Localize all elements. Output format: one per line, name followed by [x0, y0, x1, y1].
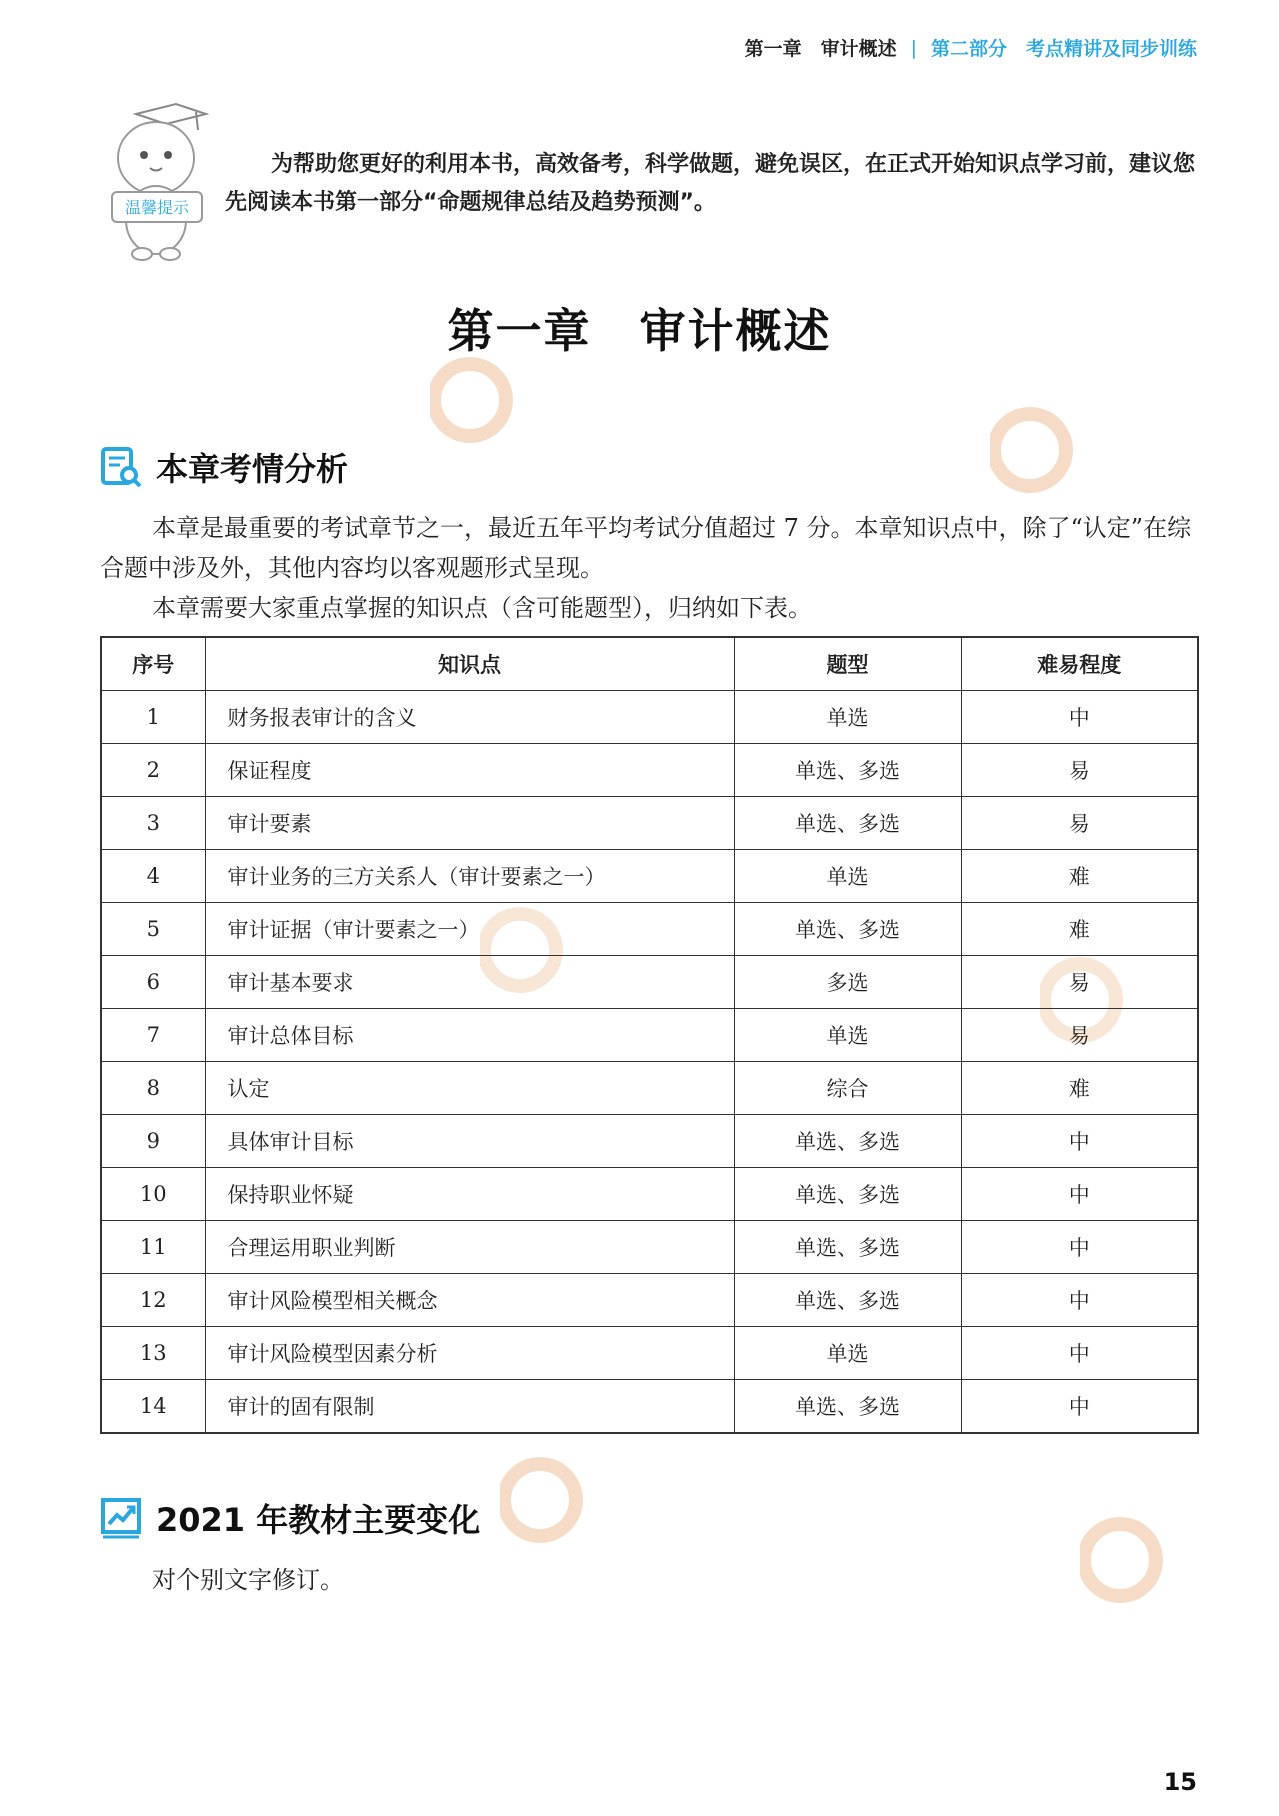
cell-index: 2: [101, 744, 205, 797]
table-row: [101, 797, 1198, 850]
cell-index: 4: [101, 850, 205, 903]
cell-difficulty: 中: [961, 1380, 1198, 1434]
watermark: [990, 380, 1150, 504]
table-row: [101, 1327, 1198, 1380]
cell-index: 8: [101, 1062, 205, 1115]
cell-difficulty: 易: [961, 744, 1198, 797]
cell-difficulty: 中: [961, 691, 1198, 744]
cell-difficulty: 中: [961, 1168, 1198, 1221]
section-title: 本章考情分析: [156, 450, 349, 488]
cell-type: 单选、多选: [734, 744, 961, 797]
cell-index: 3: [101, 797, 205, 850]
watermark: [500, 1430, 660, 1554]
cell-topic: 审计要素: [205, 797, 734, 850]
cell-difficulty: 难: [961, 1062, 1198, 1115]
section-title: 2021 年教材主要变化: [156, 1501, 481, 1539]
section-heading-changes: [100, 1495, 480, 1541]
table-row: [101, 1062, 1198, 1115]
tip-text: 为帮助您更好的利用本书，高效备考，科学做题，避免误区，在正式开始知识点学习前，建议您先阅读本书第一部分“命题规律总结及趋势预测”。: [225, 152, 1196, 215]
cell-difficulty: 难: [961, 903, 1198, 956]
knowledge-points-table: [100, 636, 1199, 1434]
document-search-icon: [100, 446, 142, 488]
cell-topic: 审计总体目标: [205, 1009, 734, 1062]
cell-index: 1: [101, 691, 205, 744]
cell-type: 单选、多选: [734, 1115, 961, 1168]
cell-difficulty: 易: [961, 956, 1198, 1009]
cell-topic: 保证程度: [205, 744, 734, 797]
cell-type: 单选: [734, 1009, 961, 1062]
cell-topic: 保持职业怀疑: [205, 1168, 734, 1221]
header-cell: 题型: [734, 637, 961, 691]
cell-index: 7: [101, 1009, 205, 1062]
cell-type: 单选、多选: [734, 1380, 961, 1434]
cell-type: 综合: [734, 1062, 961, 1115]
cell-index: 12: [101, 1274, 205, 1327]
table-intro-paragraph: 本章需要大家重点掌握的知识点（含可能题型），归纳如下表。: [152, 594, 812, 622]
table-row: [101, 1168, 1198, 1221]
cell-index: 14: [101, 1380, 205, 1434]
cell-difficulty: 难: [961, 850, 1198, 903]
cell-difficulty: 中: [961, 1221, 1198, 1274]
cell-type: 多选: [734, 956, 961, 1009]
cell-topic: 合理运用职业判断: [205, 1221, 734, 1274]
cell-index: 9: [101, 1115, 205, 1168]
header-cell: 序号: [101, 637, 205, 691]
cell-index: 13: [101, 1327, 205, 1380]
running-header: [745, 34, 1197, 61]
table-row: [101, 1221, 1198, 1274]
cell-type: 单选: [734, 850, 961, 903]
cell-topic: 财务报表审计的含义: [205, 691, 734, 744]
cell-topic: 认定: [205, 1062, 734, 1115]
cell-topic: 审计风险模型相关概念: [205, 1274, 734, 1327]
cell-topic: 审计证据（审计要素之一）: [205, 903, 734, 956]
cell-difficulty: 中: [961, 1274, 1198, 1327]
header-chapter: 第一章 审计概述: [744, 38, 897, 60]
cell-topic: 具体审计目标: [205, 1115, 734, 1168]
table-row: [101, 903, 1198, 956]
section-heading-analysis: [100, 444, 348, 490]
cell-index: 5: [101, 903, 205, 956]
mascot-illustration: [104, 100, 214, 265]
cell-type: 单选: [734, 1327, 961, 1380]
cell-index: 6: [101, 956, 205, 1009]
tip-badge: 温馨提示: [124, 198, 190, 217]
table-row: [101, 1009, 1198, 1062]
cell-difficulty: 易: [961, 797, 1198, 850]
table-row: [101, 691, 1198, 744]
table-row: [101, 850, 1198, 903]
table-row: [101, 1380, 1198, 1434]
cell-topic: 审计的固有限制: [205, 1380, 734, 1434]
cell-difficulty: 中: [961, 1115, 1198, 1168]
table-row: [101, 1274, 1198, 1327]
cell-type: 单选、多选: [734, 1168, 961, 1221]
header-separator: |: [910, 36, 917, 59]
cell-type: 单选: [734, 691, 961, 744]
cell-type: 单选、多选: [734, 903, 961, 956]
header-cell: 难易程度: [961, 637, 1198, 691]
changes-paragraph: 对个别文字修订。: [152, 1566, 344, 1594]
table-row: [101, 1115, 1198, 1168]
cell-topic: 审计基本要求: [205, 956, 734, 1009]
header-cell: 知识点: [205, 637, 734, 691]
trend-chart-icon: [100, 1497, 142, 1539]
table-row: [101, 744, 1198, 797]
cell-type: 单选、多选: [734, 1221, 961, 1274]
cell-index: 11: [101, 1221, 205, 1274]
analysis-paragraph: 本章是最重要的考试章节之一，最近五年平均考试分值超过 7 分。本章知识点中，除了“认定”在综合题中涉及外，其他内容均以客观题形式呈现。: [100, 514, 1192, 582]
cell-type: 单选、多选: [734, 1274, 961, 1327]
cell-topic: 审计风险模型因素分析: [205, 1327, 734, 1380]
cell-difficulty: 易: [961, 1009, 1198, 1062]
cell-index: 10: [101, 1168, 205, 1221]
cell-difficulty: 中: [961, 1327, 1198, 1380]
cell-type: 单选、多选: [734, 797, 961, 850]
cell-topic: 审计业务的三方关系人（审计要素之一）: [205, 850, 734, 903]
table-row: [101, 956, 1198, 1009]
table-header-row: [101, 637, 1198, 691]
page-number: 15: [1163, 1768, 1197, 1796]
header-section: 第二部分 考点精讲及同步训练: [930, 38, 1197, 60]
chapter-title: 第一章 审计概述: [447, 304, 832, 358]
